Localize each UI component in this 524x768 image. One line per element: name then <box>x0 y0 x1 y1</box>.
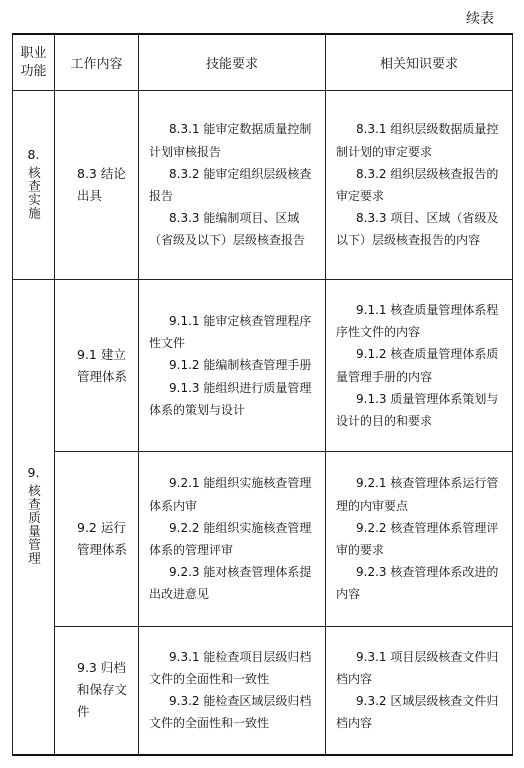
knowledge-item: 8.3.2 组织层级核查报告的审定要求 <box>336 166 499 203</box>
function-name: 核查质量管理 <box>26 484 42 566</box>
header-skills: 技能要求 <box>139 34 326 91</box>
knowledge-item: 9.3.1 项目层级核查文件归档内容 <box>336 649 499 687</box>
table-row <box>13 91 513 280</box>
skill-item: 9.1.1 能审定核查管理程序性文件 <box>149 313 312 351</box>
skill-item: 8.3.2 能审定组织层级核查报告 <box>149 166 312 203</box>
knowledge-item: 9.1.2 核查质量管理体系质量管理手册的内容 <box>336 347 499 384</box>
skill-item: 9.2.3 能对核查管理体系提出改进意见 <box>149 565 312 602</box>
header-work-content: 工作内容 <box>55 34 139 91</box>
work-content-cell <box>55 452 139 627</box>
continued-label: 续表 <box>466 11 494 27</box>
header-function-line1: 职业 <box>20 45 47 61</box>
skills-cell <box>139 280 326 452</box>
knowledge-item: 9.1.3 质量管理体系策划与设计的目的和要求 <box>336 391 499 428</box>
knowledge-item: 8.3.1 组织层级数据质量控制计划的审定要求 <box>336 122 499 159</box>
knowledge-cell <box>326 280 513 452</box>
function-number: 9. <box>27 465 40 481</box>
work-content-text: 9.2 运行管理体系 <box>77 520 128 557</box>
work-content-text: 8.3 结论出具 <box>77 166 126 203</box>
knowledge-item: 9.2.3 核查管理体系改进的内容 <box>336 565 499 602</box>
header-function <box>13 34 55 91</box>
skill-item: 8.3.1 能审定数据质量控制计划审核报告 <box>149 122 312 159</box>
skill-item: 9.1.2 能编制核查管理手册 <box>169 358 312 373</box>
table-header-row <box>13 34 513 91</box>
knowledge-cell <box>326 627 513 755</box>
skill-item: 9.2.1 能组织实施核查管理体系内审 <box>149 476 312 513</box>
knowledge-cell <box>326 452 513 627</box>
table-row <box>13 452 513 627</box>
knowledge-item: 9.2.2 核查管理体系管理评审的要求 <box>336 520 499 557</box>
knowledge-item: 8.3.3 项目、区域（省级及以下）层级核查报告的内容 <box>336 211 499 248</box>
function-name: 核查实施 <box>26 166 42 220</box>
skills-cell <box>139 91 326 280</box>
skill-item: 8.3.3 能编制项目、区域（省级及以下）层级核查报告 <box>149 211 306 248</box>
table-row <box>13 280 513 452</box>
knowledge-item: 9.1.1 核查质量管理体系程序性文件的内容 <box>336 302 499 340</box>
skill-item: 9.2.2 能组织实施核查管理体系的管理评审 <box>149 520 312 557</box>
knowledge-item: 9.3.2 区域层级核查文件归档内容 <box>336 694 499 731</box>
work-content-text: 9.3 归档和保存文件 <box>77 660 128 720</box>
function-cell-9 <box>13 280 55 755</box>
header-function-line2: 功能 <box>20 63 47 79</box>
header-knowledge: 相关知识要求 <box>326 34 513 91</box>
work-content-cell <box>55 91 139 280</box>
skills-cell <box>139 452 326 627</box>
standards-table <box>12 33 513 756</box>
function-cell-8 <box>13 91 55 280</box>
skill-item: 9.1.3 能组织进行质量管理体系的策划与设计 <box>149 380 312 417</box>
work-content-cell <box>55 627 139 755</box>
skill-item: 9.3.2 能检查区域层级归档文件的全面性和一致性 <box>149 694 312 731</box>
skills-cell <box>139 627 326 755</box>
work-content-text: 9.1 建立管理体系 <box>77 346 128 384</box>
knowledge-cell <box>326 91 513 280</box>
table-row <box>13 627 513 755</box>
skill-item: 9.3.1 能检查项目层级归档文件的全面性和一致性 <box>149 649 312 687</box>
work-content-cell <box>55 280 139 452</box>
function-number: 8. <box>27 147 40 162</box>
knowledge-item: 9.2.1 核查管理体系运行管理的内审要点 <box>336 476 499 513</box>
